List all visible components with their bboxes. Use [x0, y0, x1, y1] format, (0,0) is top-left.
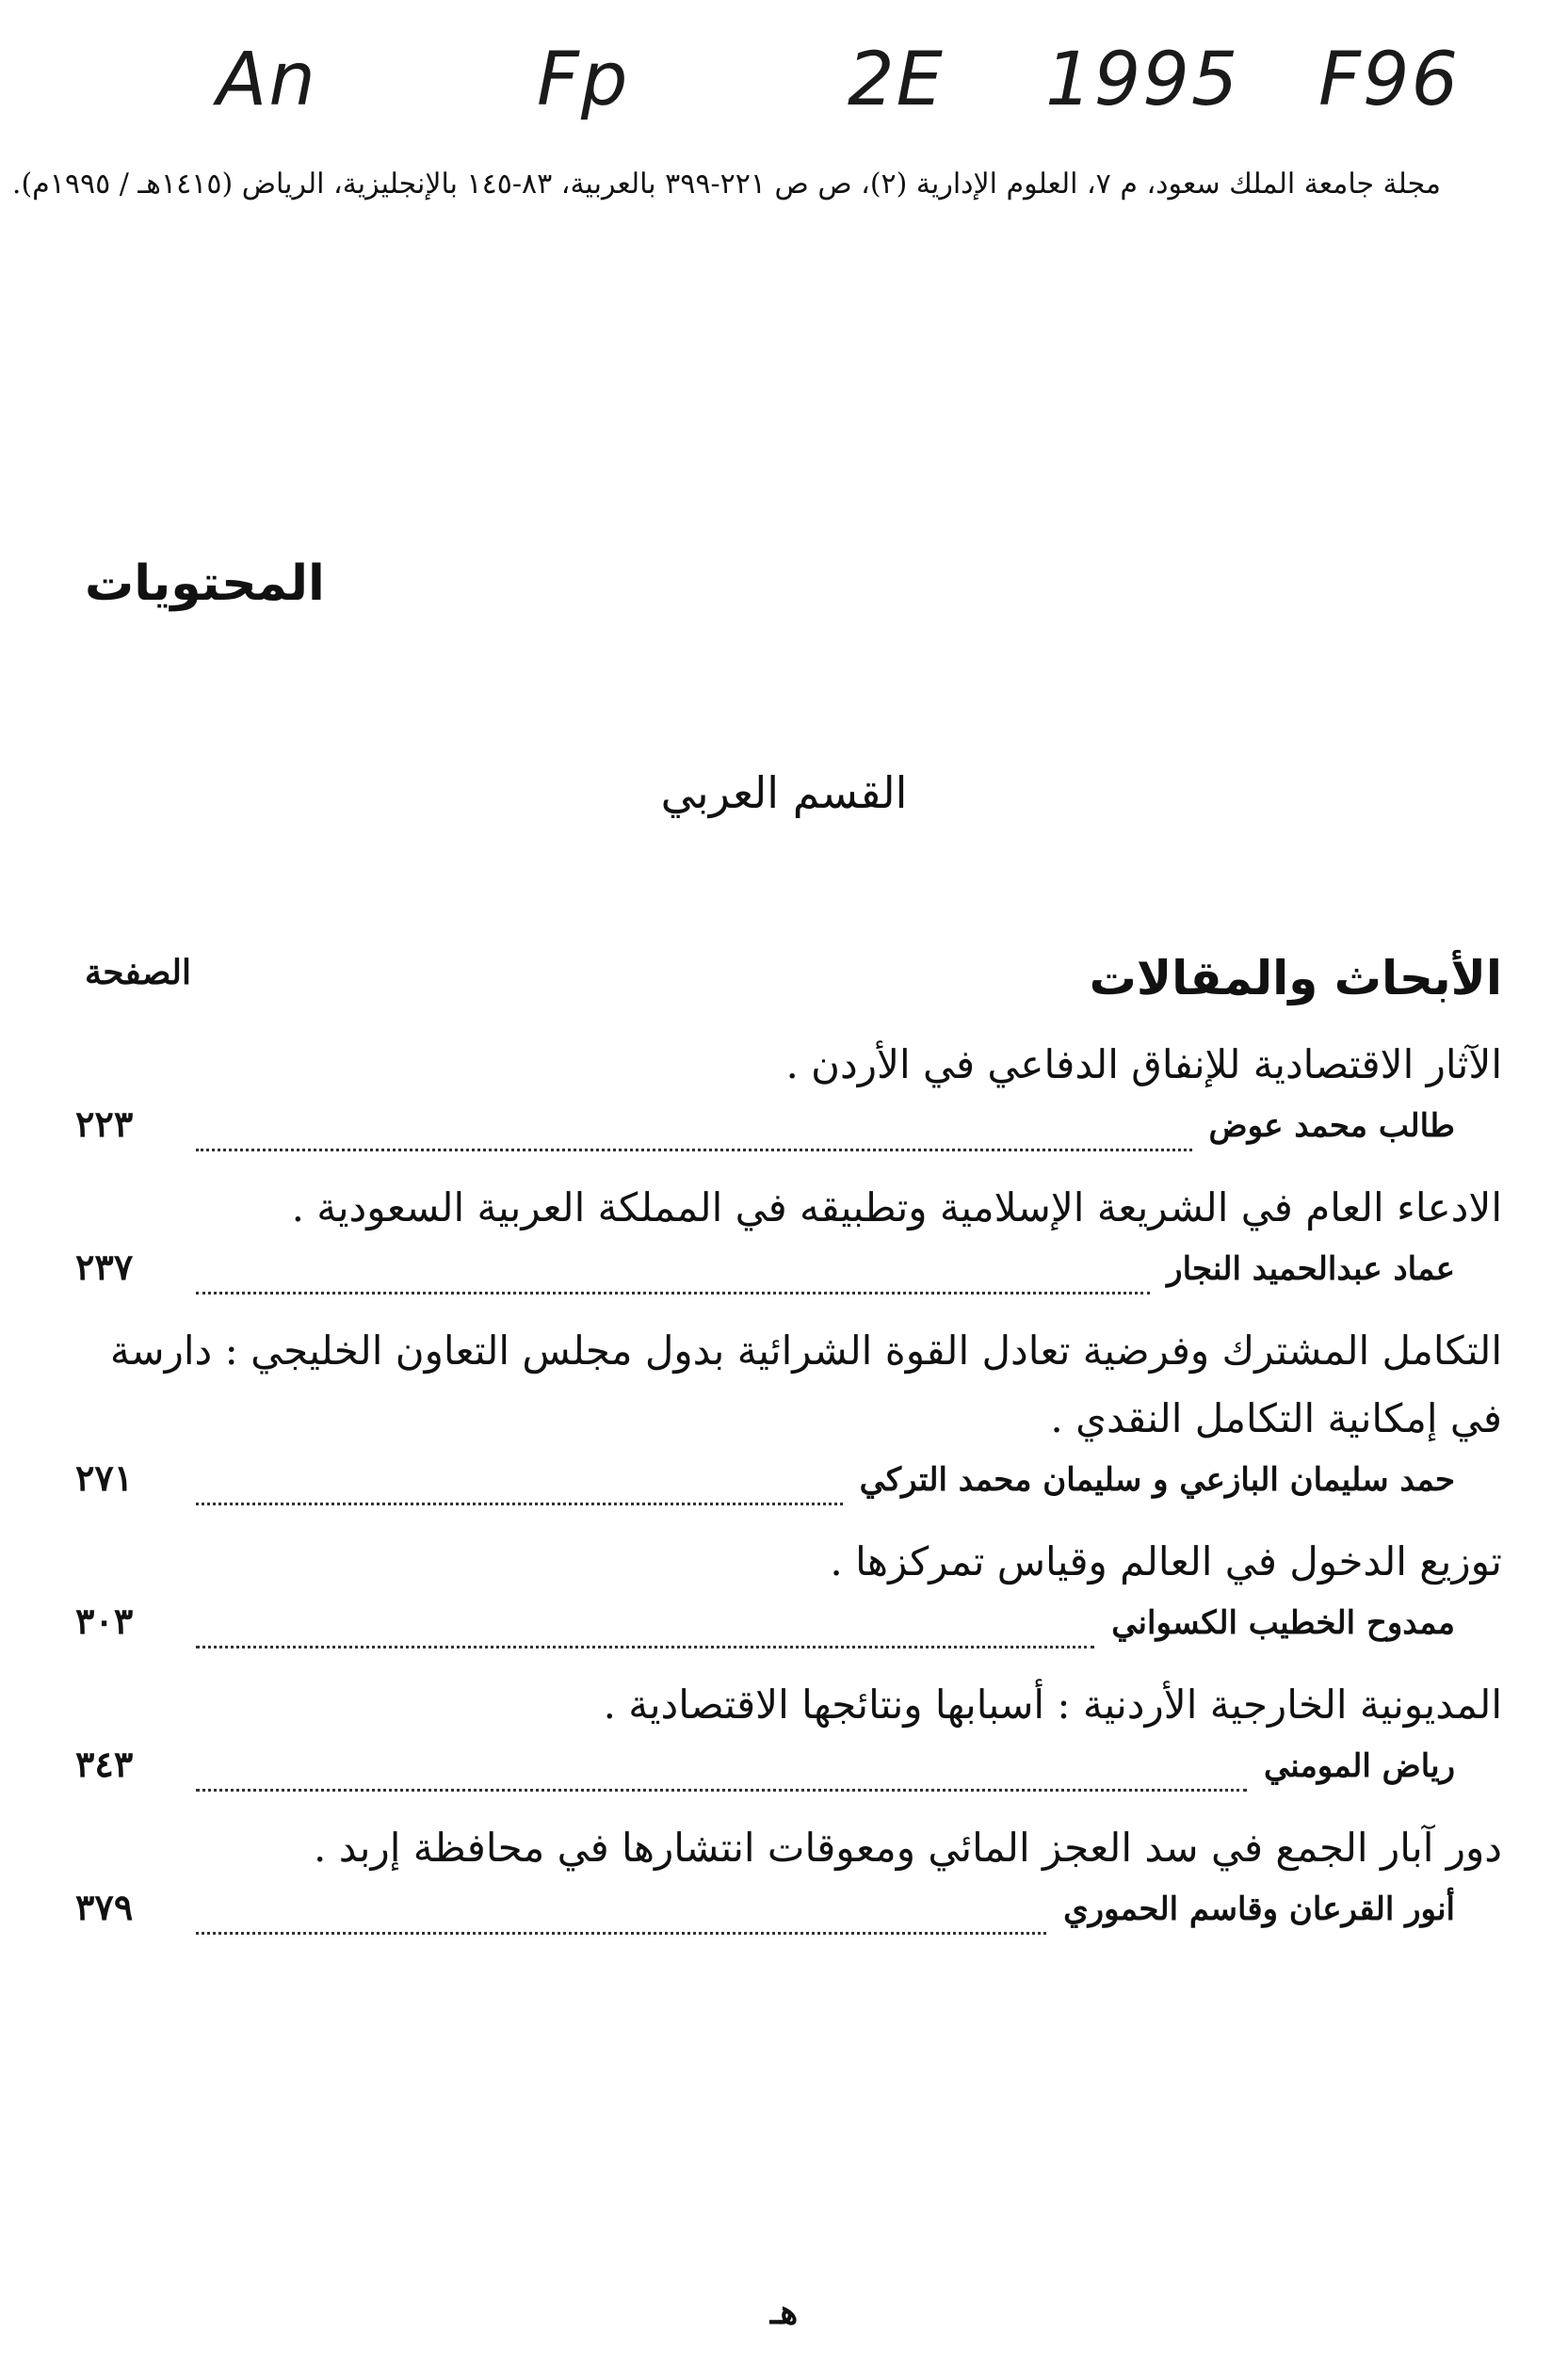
- dot-leader: [196, 1502, 843, 1505]
- author-row: [75, 1246, 1502, 1304]
- handwritten-call-number: [217, 38, 1516, 141]
- page-column-header: الصفحة: [85, 953, 191, 992]
- section-title: القسم العربي: [660, 767, 908, 818]
- toc-entry: [75, 1814, 1502, 1944]
- article-page-number: ٣٠٣: [75, 1600, 134, 1642]
- toc-entry: [75, 1528, 1502, 1658]
- toc-entry: [75, 1671, 1502, 1801]
- article-page-number: ٣٧٩: [75, 1886, 134, 1928]
- call-number-part: 1995: [1045, 38, 1240, 122]
- article-page-number: ٢٢٣: [75, 1102, 134, 1145]
- article-page-number: ٢٣٧: [75, 1246, 134, 1288]
- article-author: ممدوح الخطيب الكسواني: [1111, 1604, 1455, 1642]
- call-number-part: An: [217, 38, 317, 122]
- author-row: [75, 1886, 1502, 1944]
- article-author: رياض المومني: [1263, 1747, 1455, 1785]
- article-title: دور آبار الجمع في سد العجز المائي ومعوقات انتشارها في محافظة إربد .: [314, 1825, 1502, 1871]
- article-title: المديونية الخارجية الأردنية : أسبابها ونتائجها الاقتصادية .: [603, 1681, 1502, 1728]
- article-author: طالب محمد عوض: [1208, 1107, 1455, 1145]
- author-row: [75, 1600, 1502, 1658]
- toc-entry: [75, 1031, 1502, 1161]
- journal-citation: مجلة جامعة الملك سعود، م ٧، العلوم الإدارية (٢)، ص ص ٢٢١-٣٩٩ بالعربية، ٨٣-١٤٥ بالإنجليزية، الرياض (١٤١٥هـ / ١٩٩٥م).: [11, 168, 1441, 201]
- article-author: عماد عبدالحميد النجار: [1167, 1250, 1455, 1288]
- contents-heading: المحتويات: [85, 555, 325, 612]
- article-author: أنور القرعان وقاسم الحموري: [1063, 1890, 1455, 1928]
- article-title: الادعاء العام في الشريعة الإسلامية وتطبيقه في المملكة العربية السعودية .: [291, 1184, 1502, 1230]
- dot-leader: [196, 1645, 1094, 1648]
- dot-leader: [196, 1148, 1192, 1151]
- article-title: التكامل المشترك وفرضية تعادل القوة الشرائية بدول مجلس التعاون الخليجي : دارسة في إمكانية التكامل النقدي .: [109, 1327, 1502, 1441]
- table-of-contents: [75, 1031, 1502, 1957]
- call-number-part: F96: [1318, 38, 1461, 122]
- dot-leader: [196, 1931, 1046, 1935]
- article-page-number: ٢٧١: [75, 1456, 134, 1499]
- articles-column-header: الأبحاث والمقالات: [1089, 951, 1502, 1005]
- article-title: الآثار الاقتصادية للإنفاق الدفاعي في الأردن .: [785, 1041, 1502, 1087]
- article-title: توزيع الدخول في العالم وقياس تمركزها .: [830, 1538, 1502, 1584]
- author-row: [75, 1456, 1502, 1515]
- call-number-part: 2E: [848, 38, 945, 122]
- toc-entry: [75, 1317, 1502, 1515]
- author-row: [75, 1102, 1502, 1161]
- dot-leader: [196, 1291, 1150, 1295]
- toc-entry: [75, 1174, 1502, 1304]
- call-number-part: Fp: [537, 38, 630, 122]
- page-footer-number: هـ: [769, 2292, 799, 2332]
- article-author: حمد سليمان البازعي و سليمان محمد التركي: [859, 1461, 1455, 1499]
- dot-leader: [196, 1788, 1247, 1792]
- author-row: [75, 1743, 1502, 1801]
- article-page-number: ٣٤٣: [75, 1743, 134, 1785]
